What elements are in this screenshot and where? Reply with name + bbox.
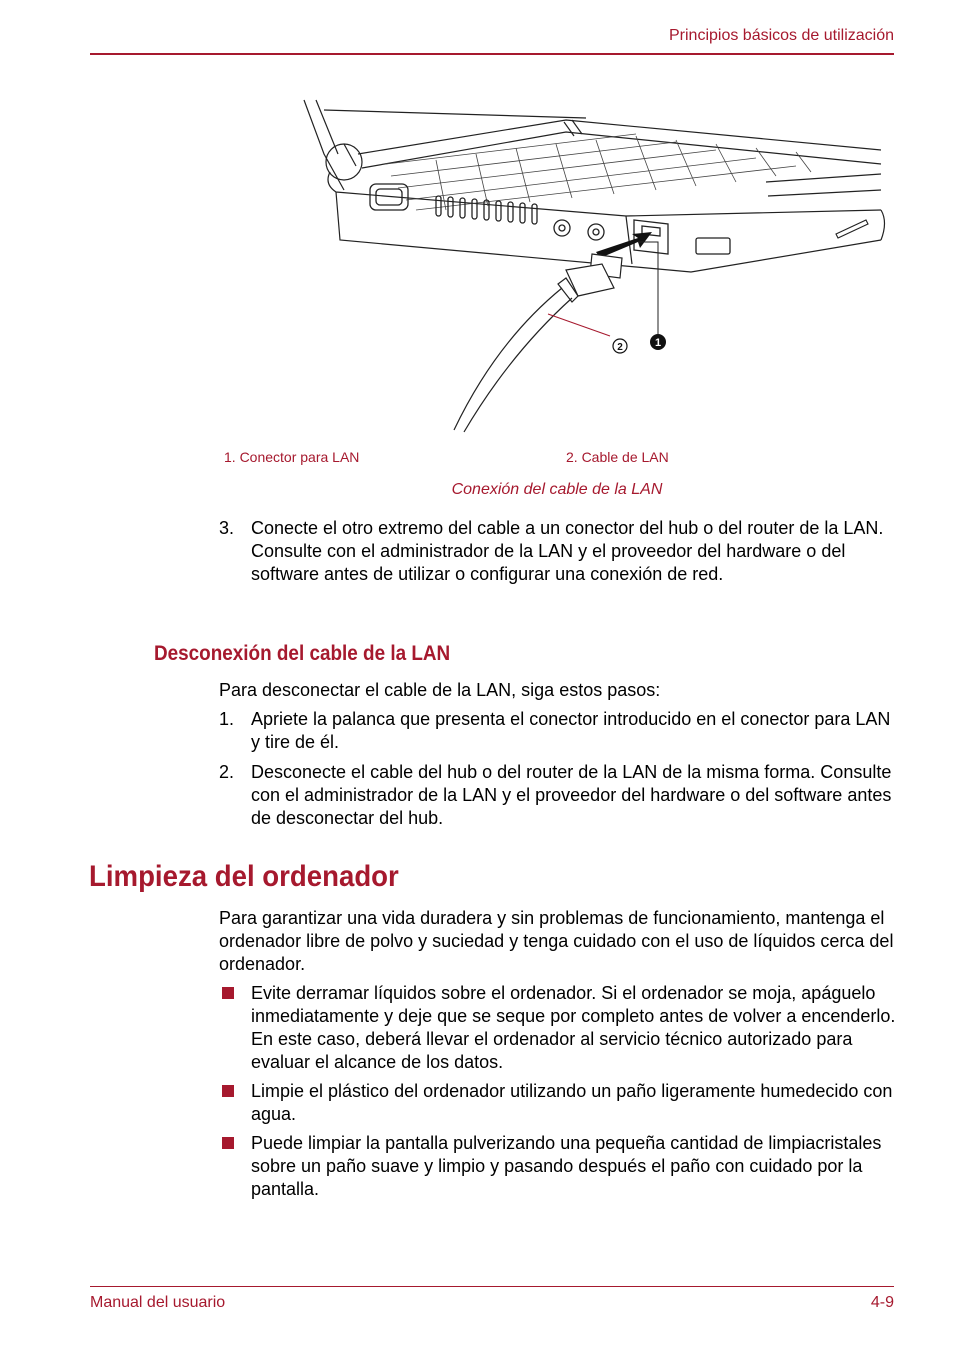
disconnect-step-2 — [219, 761, 899, 830]
bullet-square-icon — [222, 1137, 234, 1149]
figure-label-lan-cable: 2. Cable de LAN — [566, 449, 669, 465]
disconnect-intro: Para desconectar el cable de la LAN, siga estos pasos: — [219, 680, 661, 700]
cleaning-bullet-2 — [219, 1080, 899, 1126]
page-number: 4-9 — [870, 1294, 894, 1311]
disconnect-step-1 — [219, 708, 899, 754]
cleaning-intro: Para garantizar una vida duradera y sin problemas de funcionamiento, mantenga el ordenador libre de polvo y suciedad y tenga cuidado con el uso de líquidos cerca del ordenador. — [219, 908, 894, 974]
footer-rule — [90, 1286, 894, 1287]
callout-1: 1 — [654, 337, 662, 349]
bullet-text: Puede limpiar la pantalla pulverizando una pequeña cantidad de limpiacristales sobre un paño suave y limpio y pasando después el paño con cuidado por la pantalla. — [251, 1133, 882, 1199]
lan-connection-illustration — [296, 92, 886, 437]
callout-2: 2 — [617, 342, 623, 353]
running-header: Principios básicos de utilización — [669, 27, 894, 44]
step-3 — [219, 517, 899, 586]
bullet-text: Evite derramar líquidos sobre el ordenador. Si el ordenador se moja, apáguelo inmediatamente y deje que se seque por completo antes de volver a encenderlo. En este caso, deberá llevar el ordenador al servicio técnico autorizado para evaluar el alcance de los datos. — [251, 983, 896, 1072]
step-number: 2. — [219, 762, 235, 782]
step-number: 1. — [219, 709, 235, 729]
step-text: Conecte el otro extremo del cable a un conector del hub o del router de la LAN. Consulte con el administrador de la LAN y el proveedor del hardware o del software antes de utilizar o configurar una conexión de red. — [251, 518, 884, 584]
footer-manual-title: Manual del usuario — [90, 1294, 226, 1311]
figure-label-lan-connector: 1. Conector para LAN — [224, 449, 360, 465]
section-heading-cleaning: Limpieza del ordenador — [89, 860, 399, 893]
cleaning-bullet-3 — [219, 1132, 899, 1201]
header-rule — [90, 53, 894, 55]
step-text: Desconecte el cable del hub o del router de la LAN de la misma forma. Consulte con el administrador de la LAN y el proveedor del hardware o del software antes de desconectar del hub. — [251, 762, 892, 828]
bullet-square-icon — [222, 987, 234, 999]
cleaning-bullet-1 — [219, 982, 899, 1074]
step-text: Apriete la palanca que presenta el conector introducido en el conector para LAN y tire de él. — [251, 709, 891, 752]
section-heading-disconnect: Desconexión del cable de la LAN — [154, 642, 451, 665]
figure-caption: Conexión del cable de la LAN — [451, 481, 663, 498]
bullet-square-icon — [222, 1085, 234, 1097]
step-number: 3. — [219, 518, 235, 538]
bullet-text: Limpie el plástico del ordenador utilizando un paño ligeramente humedecido con agua. — [251, 1081, 893, 1124]
